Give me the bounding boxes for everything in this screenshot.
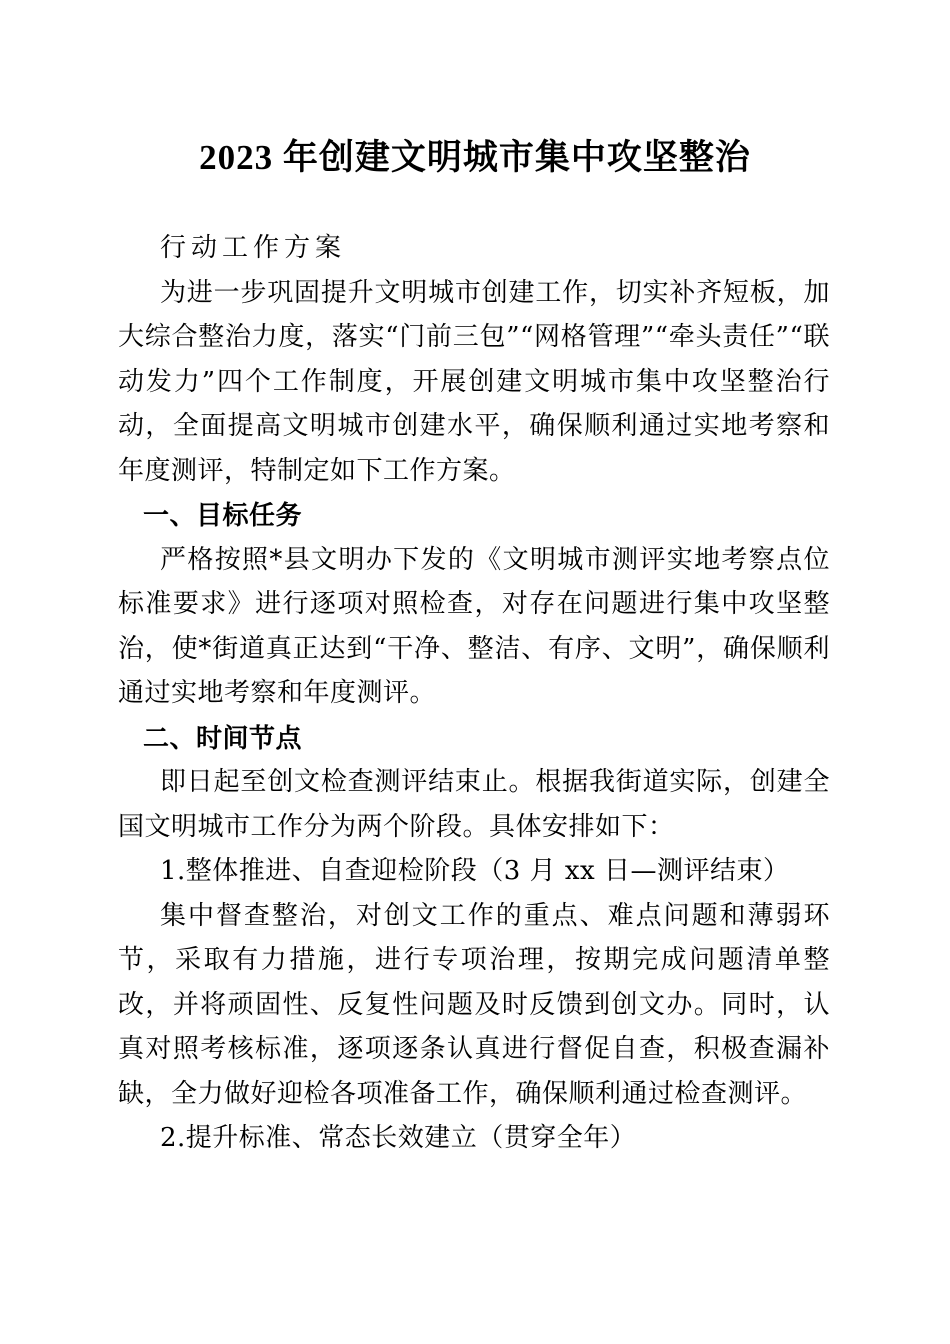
subtitle-line: 行动工作方案 xyxy=(160,233,347,263)
goals-paragraph: 严格按照*县文明办下发的《文明城市测评实地考察点位标准要求》进行逐项对照检查，对存在问题进行集中攻坚整治，使*街道真正达到“干净、整洁、有序、文明”，确保顺利通过实地考察和年度测评。 xyxy=(118,544,830,708)
document-title: 2023 年创建文明城市集中攻坚整治 xyxy=(199,138,751,177)
phase-1-item: 1.整体推进、自查迎检阶段（3 月 xx 日—测评结束） xyxy=(160,856,790,886)
section-heading-goals: 一、目标任务 xyxy=(143,500,303,530)
document-body xyxy=(118,226,830,1161)
phase-1-detail-paragraph: 集中督查整治，对创文工作的重点、难点问题和薄弱环节，采取有力措施，进行专项治理，按期完成问题清单整改，并将顽固性、反复性问题及时反馈到创文办。同时，认真对照考核标准，逐项逐条认真进行督促自查，积极查漏补缺，全力做好迎检各项准备工作，确保顺利通过检查测评。 xyxy=(118,900,830,1109)
intro-paragraph: 为进一步巩固提升文明城市创建工作，切实补齐短板，加大综合整治力度，落实“门前三包”“网格管理”“牵头责任”“联动发力”四个工作制度，开展创建文明城市集中攻坚整治行动，全面提高文明城市创建水平，确保顺利通过实地考察和年度测评，特制定如下工作方案。 xyxy=(118,277,830,486)
phase-2-item: 2.提升标准、常态长效建立（贯穿全年） xyxy=(160,1123,637,1153)
section-heading-timeline: 二、时间节点 xyxy=(143,722,303,753)
timeline-intro-paragraph: 即日起至创文检查测评结束止。根据我街道实际，创建全国文明城市工作分为两个阶段。具体安排如下： xyxy=(118,767,830,842)
